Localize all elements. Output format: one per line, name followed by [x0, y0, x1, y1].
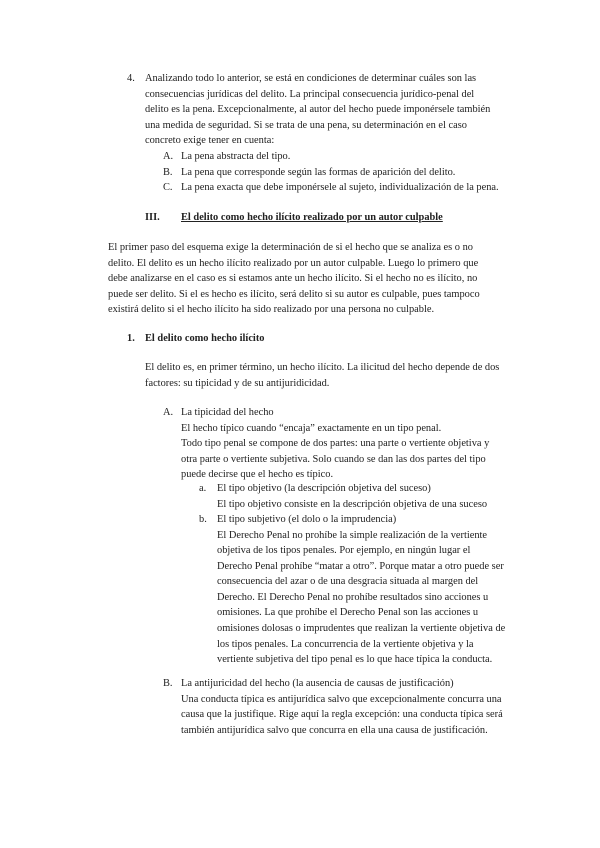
item-title: La antijuricidad del hecho (la ausencia de causas de justificación) — [181, 678, 454, 689]
subsection-title: El delito como hecho ilícito — [145, 333, 265, 344]
option-letter: C. — [163, 182, 173, 193]
section-title: El delito como hecho ilícito realizado por un autor culpable — [181, 212, 443, 223]
item-text: Una conducta típica es antijurídica salvo que excepcionalmente concurra una causa que la justifique. Rige aquí la regla excepción: una conducta típica será también antijurídica salvo que concurra en ella una causa de justificación. — [181, 693, 503, 736]
subitem-letter: a. — [199, 483, 207, 494]
subsection-number: 1. — [127, 333, 135, 344]
option-text: La pena exacta que debe imponérsele al sujeto, individualización de la pena. — [181, 182, 499, 193]
subitem-letter: b. — [199, 514, 207, 525]
subitem-title: El tipo subjetivo (el dolo o la imprudencia) — [217, 514, 397, 525]
subsection-paragraph: El delito es, en primer término, un hecho ilícito. La ilicitud del hecho depende de dos factores: su tipicidad y de su antijuridicidad. — [145, 362, 500, 389]
item-text: Todo tipo penal se compone de dos partes: una parte o vertiente objetiva y otra parte o vertiente subjetiva. Solo cuando se dan las dos partes del tipo puede decirse que el hecho es típico. — [181, 438, 490, 481]
option-text: La pena que corresponde según las formas de aparición del delito. — [181, 166, 456, 178]
subitem-title: El tipo objetivo (la descripción objetiva del suceso) — [217, 483, 431, 494]
option-text: La pena abstracta del tipo. — [181, 151, 291, 162]
subitem-text: El Derecho Penal no prohíbe la simple realización de la vertiente objetiva de los tipos penales. Por ejemplo, en ningún lugar el Derecho Penal prohíbe “matar a otro”. Porque matar a otro puede ser consecuencia del azar o de una desgracia situada al margen del Derecho. El Derecho Penal no prohíbe resultados sino acciones u omisiones. La que prohíbe el Derecho Penal son las acciones u omisiones dolosas o imprudentes que realizan la vertiente objetiva de los tipos penales. La concurrencia de la vertiente objetiva y la vertiente subjetiva del tipo penal es lo que hace típica la conducta. — [217, 529, 506, 666]
item-title: La tipicidad del hecho — [181, 407, 274, 418]
item-text: El hecho típico cuando “encaja” exactamente en un tipo penal. — [181, 422, 442, 434]
item-4-number: 4. — [127, 73, 135, 84]
section-paragraph: El primer paso del esquema exige la determinación de si el hecho que se analiza es o no delito. El delito es un hecho ilícito realizado por un autor culpable. Luego lo primero que debe analizarse en el caso es si estamos ante un hecho ilícito. Si el hecho no es ilícito, no puede ser delito. Si el es hecho es ilícito, será delito si su autor es culpable, pues tampoco existirá delito si el hecho ilícito ha sido realizado por una persona no culpable. — [108, 242, 480, 316]
option-letter: B. — [163, 166, 173, 178]
section-number: III. — [145, 212, 160, 223]
item-letter: B. — [163, 678, 173, 689]
option-letter: A. — [163, 151, 174, 162]
item-4-text: Analizando todo lo anterior, se está en condiciones de determinar cuáles son las consecuencias jurídicas del delito. La principal consecuencia jurídico-penal del delito es la pena. Excepcionalmente, al autor del hecho puede imponérsele también una medida de seguridad. Si se trata de una pena, su determinación en el caso concreto exige tener en cuenta: — [145, 73, 491, 147]
item-letter: A. — [163, 407, 174, 418]
subitem-text: El tipo objetivo consiste en la descripción objetiva de una suceso — [217, 498, 488, 510]
